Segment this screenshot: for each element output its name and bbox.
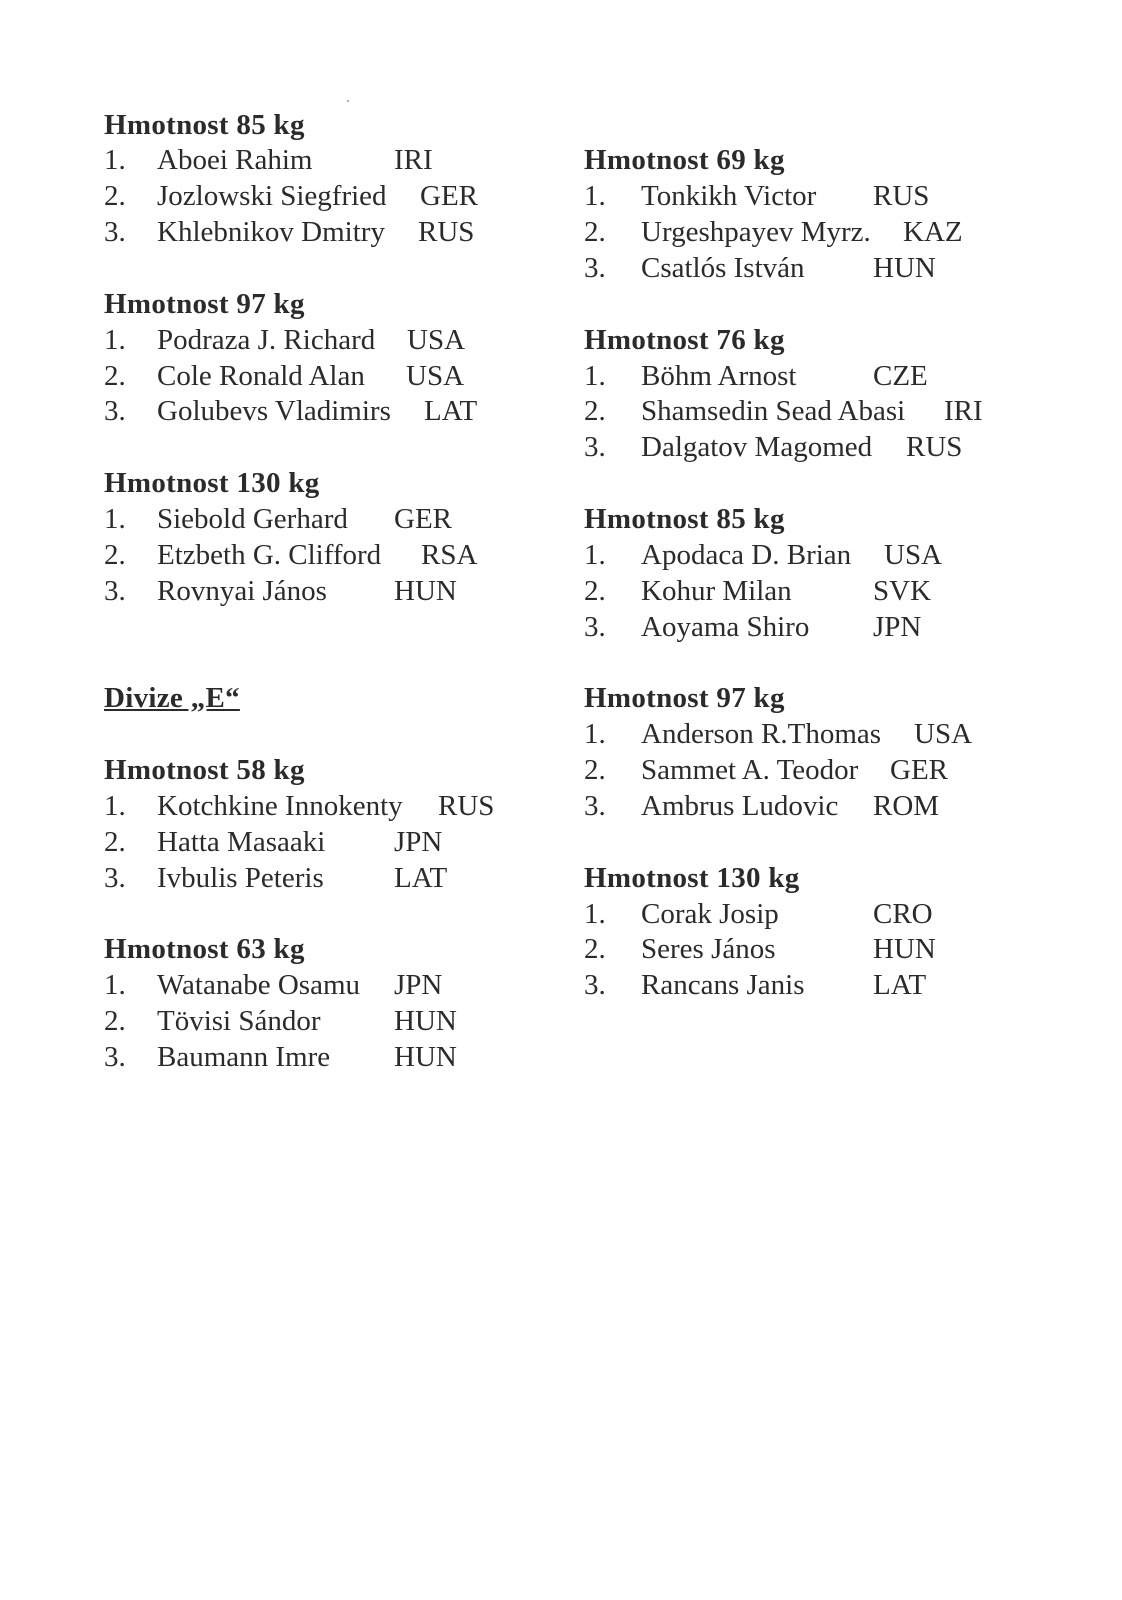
athlete-name: Kohur Milan bbox=[641, 575, 792, 607]
rank: 3. bbox=[584, 252, 606, 284]
country-code: HUN bbox=[873, 252, 936, 284]
rank: 1. bbox=[584, 180, 606, 212]
athlete-name: Seres János bbox=[641, 933, 776, 965]
athlete-name: Dalgatov Magomed bbox=[641, 431, 873, 463]
country-code: RUS bbox=[906, 431, 963, 463]
rank: 1. bbox=[104, 790, 126, 822]
weight-heading: Hmotnost 69 kg bbox=[584, 144, 785, 176]
country-code: LAT bbox=[424, 395, 478, 427]
weight-heading: Hmotnost 97 kg bbox=[104, 288, 305, 320]
rank: 3. bbox=[584, 790, 606, 822]
rank: 2. bbox=[104, 360, 126, 392]
country-code: USA bbox=[884, 539, 943, 571]
weight-heading: Hmotnost 85 kg bbox=[104, 109, 305, 141]
country-code: HUN bbox=[873, 933, 936, 965]
rank: 1. bbox=[104, 144, 126, 176]
country-code: RSA bbox=[421, 539, 478, 571]
athlete-name: Sammet A. Teodor bbox=[641, 754, 859, 786]
country-code: LAT bbox=[873, 969, 927, 1001]
athlete-name: Ambrus Ludovic bbox=[641, 790, 839, 822]
rank: 2. bbox=[584, 754, 606, 786]
weight-heading: Hmotnost 58 kg bbox=[104, 754, 305, 786]
country-code: USA bbox=[407, 324, 466, 356]
athlete-name: Baumann Imre bbox=[157, 1041, 331, 1073]
rank: 2. bbox=[584, 216, 606, 248]
athlete-name: Tonkikh Victor bbox=[641, 180, 817, 212]
country-code: RUS bbox=[438, 790, 495, 822]
athlete-name: Aoyama Shiro bbox=[641, 611, 810, 643]
rank: 3. bbox=[104, 216, 126, 248]
country-code: LAT bbox=[394, 862, 448, 894]
rank: 3. bbox=[584, 611, 606, 643]
rank: 1. bbox=[584, 898, 606, 930]
country-code: IRI bbox=[394, 144, 433, 176]
country-code: KAZ bbox=[903, 216, 963, 248]
athlete-name: Ivbulis Peteris bbox=[157, 862, 324, 894]
country-code: IRI bbox=[944, 395, 983, 427]
athlete-name: Csatlós István bbox=[641, 252, 805, 284]
rank: 1. bbox=[584, 539, 606, 571]
country-code: HUN bbox=[394, 1041, 457, 1073]
division-heading: Divize „E“ bbox=[104, 682, 240, 714]
athlete-name: Rovnyai János bbox=[157, 575, 327, 607]
athlete-name: Cole Ronald Alan bbox=[157, 360, 365, 392]
weight-heading: Hmotnost 97 kg bbox=[584, 682, 785, 714]
athlete-name: Anderson R.Thomas bbox=[641, 718, 882, 750]
country-code: HUN bbox=[394, 1005, 457, 1037]
athlete-name: Urgeshpayev Myrz. bbox=[641, 216, 871, 248]
athlete-name: Aboei Rahim bbox=[157, 144, 313, 176]
athlete-name: Böhm Arnost bbox=[641, 360, 797, 392]
rank: 3. bbox=[584, 431, 606, 463]
weight-heading: Hmotnost 76 kg bbox=[584, 324, 785, 356]
rank: 2. bbox=[584, 395, 606, 427]
country-code: JPN bbox=[873, 611, 922, 643]
rank: 1. bbox=[104, 324, 126, 356]
athlete-name: Kotchkine Innokenty bbox=[157, 790, 403, 822]
rank: 3. bbox=[104, 862, 126, 894]
athlete-name: Jozlowski Siegfried bbox=[157, 180, 387, 212]
rank: 2. bbox=[584, 575, 606, 607]
rank: 1. bbox=[584, 360, 606, 392]
athlete-name: Shamsedin Sead Abasi bbox=[641, 395, 906, 427]
country-code: USA bbox=[914, 718, 973, 750]
athlete-name: Khlebnikov Dmitry bbox=[157, 216, 385, 248]
country-code: CZE bbox=[873, 360, 928, 392]
rank: 1. bbox=[584, 718, 606, 750]
athlete-name: Etzbeth G. Clifford bbox=[157, 539, 382, 571]
country-code: GER bbox=[420, 180, 478, 212]
rank: 1. bbox=[104, 969, 126, 1001]
athlete-name: Siebold Gerhard bbox=[157, 503, 348, 535]
athlete-name: Watanabe Osamu bbox=[157, 969, 360, 1001]
country-code: HUN bbox=[394, 575, 457, 607]
rank: 3. bbox=[104, 395, 126, 427]
rank: 2. bbox=[104, 180, 126, 212]
rank: 1. bbox=[104, 503, 126, 535]
rank: 2. bbox=[104, 826, 126, 858]
athlete-name: Tövisi Sándor bbox=[157, 1005, 321, 1037]
athlete-name: Apodaca D. Brian bbox=[641, 539, 852, 571]
rank: 2. bbox=[104, 1005, 126, 1037]
weight-heading: Hmotnost 85 kg bbox=[584, 503, 785, 535]
rank: 3. bbox=[584, 969, 606, 1001]
country-code: JPN bbox=[394, 826, 443, 858]
scan-speck bbox=[347, 100, 349, 102]
country-code: CRO bbox=[873, 898, 933, 930]
rank: 3. bbox=[104, 1041, 126, 1073]
weight-heading: Hmotnost 63 kg bbox=[104, 933, 305, 965]
country-code: USA bbox=[406, 360, 465, 392]
country-code: SVK bbox=[873, 575, 932, 607]
athlete-name: Corak Josip bbox=[641, 898, 779, 930]
country-code: ROM bbox=[873, 790, 940, 822]
rank: 2. bbox=[104, 539, 126, 571]
country-code: GER bbox=[890, 754, 948, 786]
rank: 2. bbox=[584, 933, 606, 965]
weight-heading: Hmotnost 130 kg bbox=[104, 467, 320, 499]
country-code: RUS bbox=[873, 180, 930, 212]
athlete-name: Podraza J. Richard bbox=[157, 324, 376, 356]
rank: 3. bbox=[104, 575, 126, 607]
athlete-name: Rancans Janis bbox=[641, 969, 805, 1001]
athlete-name: Hatta Masaaki bbox=[157, 826, 326, 858]
country-code: RUS bbox=[418, 216, 475, 248]
athlete-name: Golubevs Vladimirs bbox=[157, 395, 391, 427]
country-code: JPN bbox=[394, 969, 443, 1001]
country-code: GER bbox=[394, 503, 452, 535]
weight-heading: Hmotnost 130 kg bbox=[584, 862, 800, 894]
